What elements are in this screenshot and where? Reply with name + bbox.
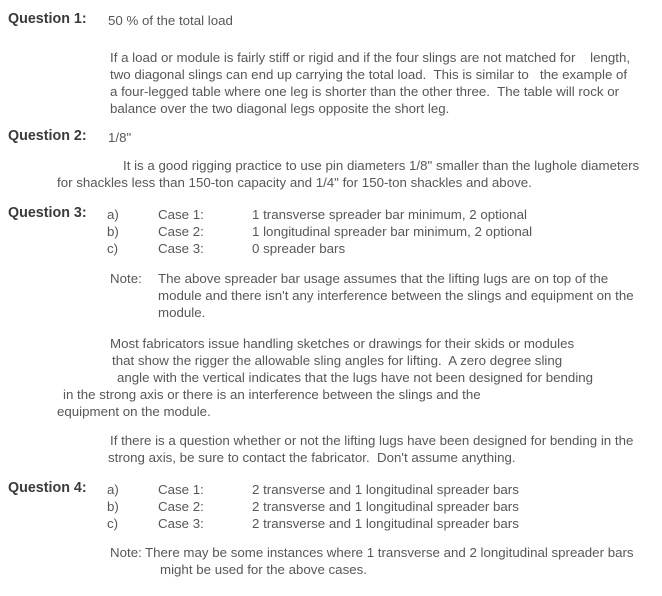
question-3-paragraph2-line-4: in the strong axis or there is an interference between the slings and the	[63, 387, 481, 402]
case-label: Case 1:	[158, 482, 204, 497]
case-letter: b)	[107, 224, 119, 239]
case-label: Case 3:	[158, 516, 204, 531]
case-letter: b)	[107, 499, 119, 514]
question-2-answer: 1/8"	[108, 130, 132, 145]
case-answer: 2 transverse and 1 longitudinal spreader bars	[252, 482, 519, 497]
case-answer: 2 transverse and 1 longitudinal spreader bars	[252, 499, 519, 514]
case-answer: 2 transverse and 1 longitudinal spreader bars	[252, 516, 519, 531]
question-3-label: Question 3:	[8, 205, 87, 221]
case-label: Case 1:	[158, 207, 204, 222]
question-3-note-line-2: module and there isn't any interference between the slings and equipment on the	[158, 288, 634, 303]
question-3-note-label: Note:	[110, 271, 142, 286]
question-4-note-line-1: There may be some instances where 1 transverse and 2 longitudinal spreader bars	[145, 545, 634, 560]
question-3-paragraph3-line-1: If there is a question whether or not the lifting lugs have been designed for bending in the	[110, 433, 634, 448]
question-2-paragraph-line-2: for shackles less than 150-ton capacity and 1/4" for 150-ton shackles and above.	[57, 175, 532, 190]
case-answer: 0 spreader bars	[252, 241, 346, 256]
question-2-paragraph-line-1: It is a good rigging practice to use pin diameters 1/8" smaller than the lughole diameters	[123, 158, 640, 173]
case-letter: c)	[107, 516, 119, 531]
case-letter: a)	[107, 482, 119, 497]
question-3-note-line-1: The above spreader bar usage assumes that the lifting lugs are on top of the	[158, 271, 609, 286]
question-4-label: Question 4:	[8, 480, 87, 496]
question-3-paragraph2-line-5: equipment on the module.	[57, 404, 211, 419]
question-3-paragraph2-line-3: angle with the vertical indicates that the lugs have not been designed for bending	[117, 370, 594, 385]
question-2-label: Question 2:	[8, 128, 87, 144]
question-3-paragraph2-line-1: Most fabricators issue handling sketches or drawings for their skids or modules	[110, 336, 575, 351]
question-3-paragraph3-line-2: strong axis, be sure to contact the fabricator. Don't assume anything.	[108, 450, 516, 465]
case-letter: c)	[107, 241, 119, 256]
case-label: Case 2:	[158, 499, 204, 514]
question-1-paragraph-line-2: two diagonal slings can end up carrying the total load. This is similar to the example of	[110, 67, 628, 82]
question-3-note-line-3: module.	[158, 305, 206, 320]
question-1-paragraph-line-4: balance over the two diagonal legs opposite the short leg.	[110, 101, 450, 116]
question-4-note-line-2: might be used for the above cases.	[160, 562, 367, 577]
case-answer: 1 longitudinal spreader bar minimum, 2 optional	[252, 224, 533, 239]
case-label: Case 3:	[158, 241, 204, 256]
question-1-answer: 50 % of the total load	[108, 13, 233, 28]
case-letter: a)	[107, 207, 119, 222]
case-label: Case 2:	[158, 224, 204, 239]
question-3-paragraph2-line-2: that show the rigger the allowable sling angles for lifting. A zero degree sling	[112, 353, 563, 368]
question-1-paragraph-line-3: a four-legged table where one leg is shorter than the other three. The table will rock or	[110, 84, 620, 99]
question-1-paragraph-line-1: If a load or module is fairly stiff or rigid and if the four slings are not matched for length,	[110, 50, 631, 65]
question-1-label: Question 1:	[8, 11, 87, 27]
case-answer: 1 transverse spreader bar minimum, 2 optional	[252, 207, 527, 222]
question-4-note-label: Note:	[110, 545, 142, 560]
